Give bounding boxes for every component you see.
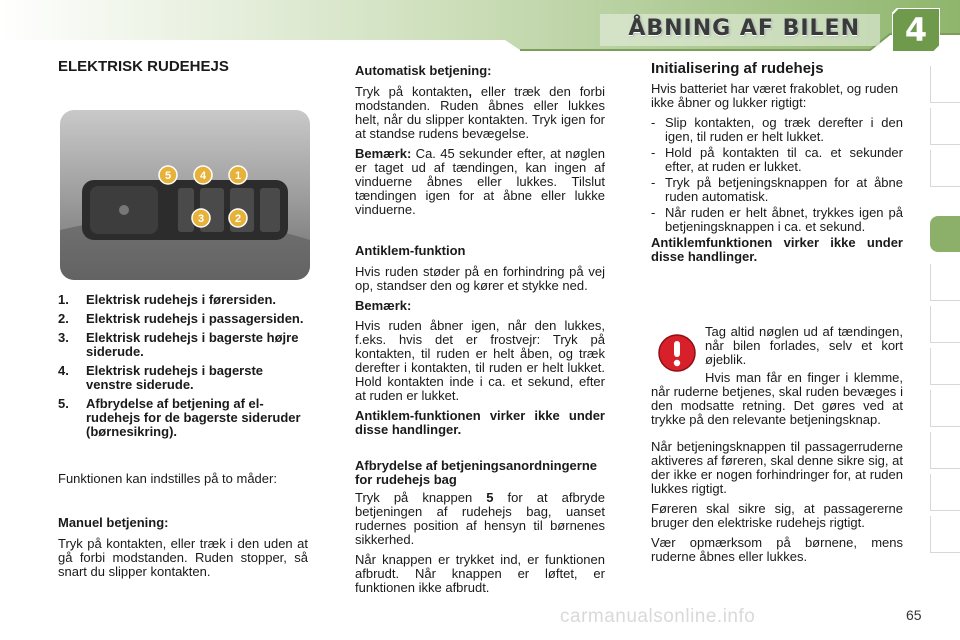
warning-key-text: Tag altid nøglen ud af tændingen, når bilen forlades, selv et kort øjeblik. — [705, 324, 903, 367]
callout-number: 4 — [199, 170, 207, 182]
list-item: 4. Elektrisk rudehejs i bagerste venstre siderude. — [58, 363, 264, 392]
chapter-tab[interactable] — [930, 150, 960, 187]
callout-badge-2 — [228, 208, 248, 228]
init-intro: Hvis batteriet har været frakoblet, og ruden ikke åbner og lukker rigtigt: — [651, 81, 899, 110]
antipinch-heading: Antiklem-funktion — [355, 243, 466, 258]
note-2-label: Bemærk: — [355, 298, 412, 313]
disable-section — [355, 459, 605, 601]
list-item: - Tryk på betjeningsknappen for at åbne ruden automatisk. — [651, 175, 903, 204]
init-warning: Antiklemfunktionen virker ikke under disse handlinger. — [651, 235, 903, 264]
antipinch-text: Hvis ruden støder på en forhindring på vej op, standser den og kører et stykke ned. — [355, 264, 605, 293]
right-column — [651, 62, 903, 270]
chapter-tab[interactable] — [930, 516, 960, 553]
list-item: 5. Afbrydelse af betjening af el-rudehejs for de bagerste sideruder (børnesikring). — [58, 396, 301, 439]
auto-heading: Automatisk betjening: — [355, 63, 492, 78]
chapter-tab[interactable] — [930, 432, 960, 469]
chapter-tab[interactable] — [930, 306, 960, 343]
intro-text: Funktionen kan indstilles på to måder: — [58, 471, 277, 486]
callout-badge-3 — [191, 208, 211, 228]
list-item: - Slip kontakten, og træk derefter i den igen, til ruden er helt lukket. — [651, 115, 903, 144]
warning-finger-text: Hvis man får en finger i klemme, når ruderne betjenes, skal ruden bevæges i den modsatte retning. Det gøres ved at trykke på den relevante betjeningsknap. — [651, 370, 903, 427]
callout-number: 1 — [234, 170, 242, 182]
callout-number: 5 — [164, 170, 172, 182]
chapter-tab[interactable] — [930, 264, 960, 301]
manual-text: Tryk på kontakten, eller træk i den uden at gå forbi modstanden. Ruden stopper, så snart du slipper kontakten. — [58, 536, 308, 579]
callout-number: 2 — [234, 213, 242, 225]
list-item: - Når ruden er helt åbnet, trykkes igen på betjeningsknappen i ca. et sekund. — [651, 205, 903, 234]
chapter-tab[interactable] — [930, 66, 960, 103]
warning-exclamation-icon — [657, 333, 697, 373]
warning-children-text: Vær opmærksom på børnene, mens ruderne åbnes eller lukkes. — [651, 535, 903, 564]
disable-heading: Afbrydelse af betjeningsanordningerne for rudehejs bag — [355, 458, 597, 487]
init-heading: Initialisering af rudehejs — [651, 60, 824, 77]
list-item: - Hold på kontakten til ca. et sekunder efter, at ruden er lukket. — [651, 145, 903, 174]
disable-text: Tryk på knappen 5 for at afbryde betjeningen af rudehejs bag, uanset rudernes position af hensyn til børnenes sikkerhed. — [355, 490, 605, 547]
warning-driver-text: Føreren skal sikre sig, at passagererne bruger den elektriske rudehejs rigtigt. — [651, 501, 903, 530]
page-number: 65 — [906, 607, 922, 623]
chapter-tab-active[interactable] — [930, 216, 960, 252]
page-header — [0, 0, 960, 56]
callout-number: 3 — [197, 213, 205, 225]
disable-text-2: Når knappen er trykket ind, er funktionen afbrudt. Når knappen er løftet, er funktionen ikke afbrudt. — [355, 552, 605, 595]
left-column — [58, 60, 308, 74]
warning-passenger-text: Når betjeningsknappen til passagerruderne aktiveres af føreren, skal denne sikre sig, at der ikke er nogen forhindringer for, at ruden lukkes rigtigt. — [651, 439, 903, 496]
auto-text: Tryk på kontakten, eller træk den forbi modstanden. Ruden åbnes eller lukkes helt, når du slipper kontakten. Tryk igen for at standse rudens bevægelse. — [355, 84, 605, 141]
list-item: 2. Elektrisk rudehejs i passagersiden. — [58, 311, 304, 326]
note-1: Bemærk: Ca. 45 sekunder efter, at nøglen er taget ud af tændingen, kan ingen af vinduerne åbnes eller lukkes. Tilslut tændingen igen for at åbne eller lukke vinduerne. — [355, 146, 605, 217]
list-item: 3. Elektrisk rudehejs i bagerste højre siderude. — [58, 330, 299, 359]
switch-legend-list — [58, 293, 308, 444]
watermark: carmanualsonline.info — [560, 606, 756, 627]
warning-more-text — [651, 440, 903, 570]
window-switch-photo — [60, 110, 310, 280]
chapter-tab[interactable] — [930, 474, 960, 511]
chapter-tab[interactable] — [930, 390, 960, 427]
middle-column — [355, 64, 605, 223]
callout-badge-5 — [158, 165, 178, 185]
manual-heading: Manuel betjening: — [58, 515, 169, 530]
chapter-title: ÅBNING AF BILEN — [628, 16, 860, 41]
callout-badge-1 — [228, 165, 248, 185]
section-title: ELEKTRISK RUDEHEJS — [58, 58, 229, 75]
chapter-tabs — [930, 66, 960, 576]
chapter-number: 4 — [904, 11, 928, 49]
chapter-tab[interactable] — [930, 348, 960, 385]
antipinch-warning: Antiklem-funktionen virker ikke under disse handlinger. — [355, 408, 605, 437]
callout-badge-4 — [193, 165, 213, 185]
note-2-text: Hvis ruden åbner igen, når den lukkes, f.eks. hvis det er frostvejr: Tryk på kontakten, til ruden er helt åben, og træk derefter i kontakten, til ruden er helt lukket. Hold kontakten inde i ca. et sekund, efter at ruden er lukket. — [355, 318, 605, 403]
antipinch-section — [355, 244, 605, 443]
chapter-tab[interactable] — [930, 108, 960, 145]
list-item: 1. Elektrisk rudehejs i førersiden. — [58, 292, 277, 307]
window-switch-panel-illustration — [60, 110, 310, 280]
manual-section — [58, 516, 308, 585]
